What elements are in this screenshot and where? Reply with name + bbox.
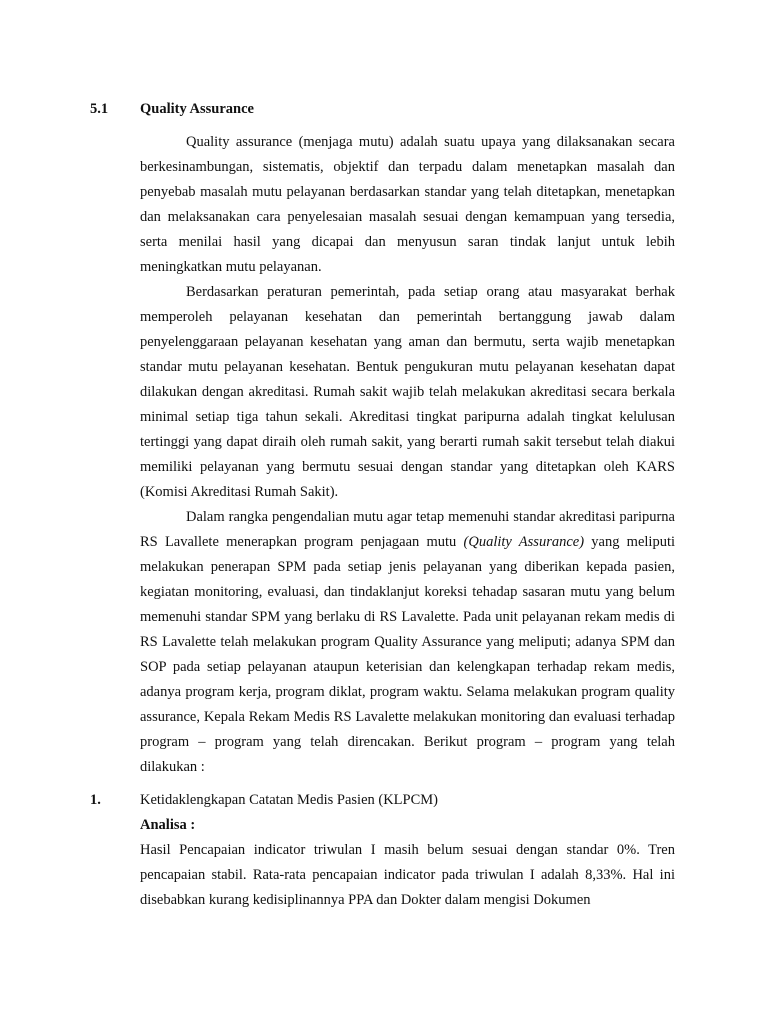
paragraph-3-text-a: Dalam rangka pengendalian mutu agar tetap memenuhi standar akreditasi paripurna RS Lavallete menerapkan program penjagaan mutu <box>140 509 675 550</box>
paragraph-3-italic: (Quality Assurance) <box>463 534 585 550</box>
paragraph-3-text-b: yang meliputi melakukan penerapan SPM pada setiap jenis pelayanan yang diberikan kepada pasien, kegiatan monitoring, evaluasi, dan tindaklanjut koreksi tehadap sasaran mutu yang belum memenuhi standar SPM yang berlaku di RS Lavalette. Pada unit pelayanan rekam medis di RS Lavalette telah melakukan program Quality Assurance yang meliputi; adanya SPM dan SOP pada setiap pelayanan ataupun keterisian dan kelengkapan terhadap rekam medis, adanya program kerja, program diklat, program waktu. Selama melakukan program quality assurance, Kepala Rekam Medis RS Lavalette melakukan monitoring dan evaluasi terhadap program – program yang telah direncakan. Berikut program – program yang telah dilakukan : <box>140 534 675 775</box>
section-body <box>140 130 675 780</box>
list-item-title: Ketidaklengkapan Catatan Medis Pasien (KLPCM) <box>140 792 438 808</box>
paragraph-2: Berdasarkan peraturan pemerintah, pada setiap orang atau masyarakat berhak memperoleh pelayanan kesehatan dan pemerintah bertanggung jawab dalam penyelenggaraan pelayanan kesehatan yang aman dan bermutu, serta wajib menetapkan standar mutu pelayanan kesehatan. Bentuk pengukuran mutu pelayanan kesehatan dapat dilakukan dengan akreditasi. Rumah sakit wajib telah melakukan akreditasi secara berkala minimal setiap tiga tahun sekali. Akreditasi tingkat paripurna adalah tingkat kelulusan tertinggi yang dapat diraih oleh rumah sakit, yang berarti rumah sakit tersebut telah diakui memiliki pelayanan yang bermutu sesuai dengan standar yang ditetapkan oleh KARS (Komisi Akreditasi Rumah Sakit). <box>140 284 675 500</box>
analisa-label: Analisa : <box>140 817 196 833</box>
analisa-text: Hasil Pencapaian indicator triwulan I masih belum sesuai dengan standar 0%. Tren pencapaian stabil. Rata-rata pencapaian indicator pada triwulan I adalah 8,33%. Hal ini disebabkan kurang kedisiplinannya PPA dan Dokter dalam mengisi Dokumen <box>140 842 675 908</box>
section-number: 5.1 <box>90 101 109 117</box>
section-title: Quality Assurance <box>140 101 254 117</box>
list-item-number: 1. <box>90 792 101 808</box>
program-list <box>90 788 675 913</box>
paragraph-3 <box>140 505 675 780</box>
list-item <box>90 788 675 913</box>
paragraph-1: Quality assurance (menjaga mutu) adalah suatu upaya yang dilaksanakan secara berkesinambungan, sistematis, objektif dan terpadu dalam menetapkan masalah dan penyebab masalah mutu pelayanan berdasarkan standar yang telah ditetapkan, menetapkan dan melaksanakan cara penyelesaian masalah sesuai dengan kemampuan yang tersedia, serta menilai hasil yang dicapai dan menyusun saran tindak lanjut untuk lebih meningkatkan mutu pelayanan. <box>140 134 675 275</box>
section-heading <box>90 99 254 119</box>
list-item-body <box>140 788 675 913</box>
